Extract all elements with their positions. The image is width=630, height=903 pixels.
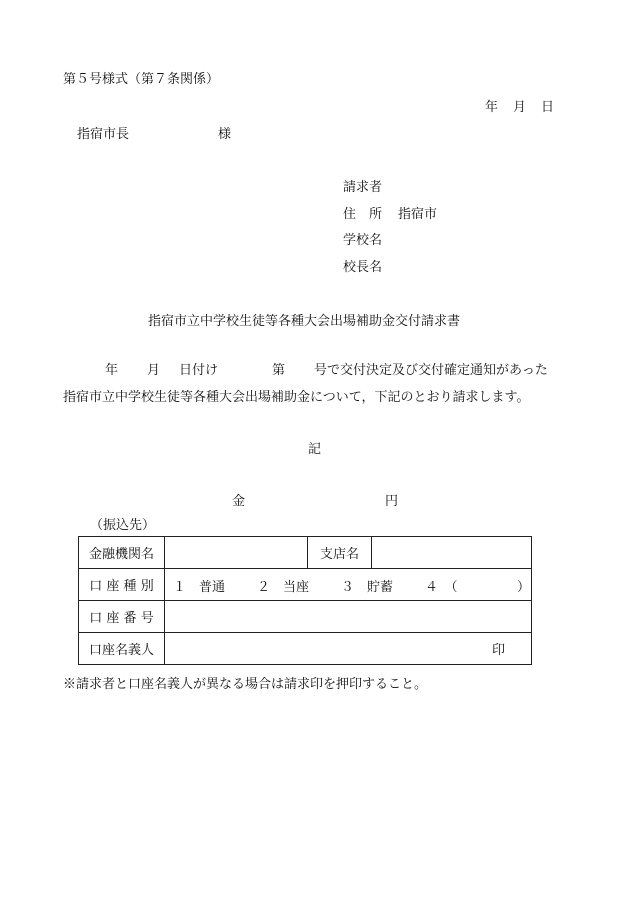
- account-number-label: 口 座 番 号: [79, 601, 165, 633]
- branch-label: 支店名: [308, 537, 372, 569]
- body-dai-label: 第: [272, 363, 286, 378]
- table-row-account-holder: [79, 633, 532, 665]
- date-day-label: 日: [541, 100, 555, 115]
- bank-account-table: [78, 536, 532, 665]
- ki-heading: 記: [308, 442, 322, 457]
- account-type-option-ordinary[interactable]: １ 普通: [173, 580, 226, 595]
- requester-principal-label: 校長名: [343, 260, 383, 275]
- date-month-label: 月: [513, 100, 527, 115]
- account-holder-label: 口座名義人: [79, 633, 165, 665]
- account-type-other-close-paren: ）: [517, 580, 531, 595]
- document-title: 指宿市立中学校生徒等各種大会出場補助金交付請求書: [148, 314, 461, 329]
- account-type-option-other[interactable]: ４ （: [425, 580, 458, 595]
- requester-heading: 請求者: [343, 180, 383, 195]
- addressee-name: 指宿市長: [77, 127, 130, 142]
- bank-name-field[interactable]: [165, 537, 308, 569]
- addressee-honorific: 様: [218, 127, 232, 142]
- body-line2: 指宿市立中学校生徒等各種大会出場補助金について，下記のとおり請求します。: [63, 390, 530, 405]
- bank-name-label: 金融機関名: [79, 537, 165, 569]
- form-number: 第５号様式（第７条関係）: [63, 72, 220, 87]
- table-row-account-type: [79, 569, 532, 601]
- requester-school-label: 学校名: [343, 233, 383, 248]
- account-holder-field[interactable]: [165, 633, 532, 665]
- amount-yen-label: 円: [385, 494, 399, 509]
- account-type-options[interactable]: [165, 569, 532, 601]
- branch-field[interactable]: [372, 537, 532, 569]
- date-year-label: 年: [485, 100, 499, 115]
- body-month-label: 月: [147, 363, 161, 378]
- amount-kin-label: 金: [232, 494, 246, 509]
- footnote: ※請求者と口座名義人が異なる場合は請求印を押印すること。: [63, 677, 428, 692]
- seal-mark: 印: [491, 643, 505, 658]
- requester-address-value: 指宿市: [398, 207, 438, 222]
- table-row-account-number: [79, 601, 532, 633]
- transfer-label: （振込先）: [90, 518, 156, 533]
- account-type-option-savings[interactable]: ３ 貯蓄: [341, 580, 394, 595]
- table-row-bank: [79, 537, 532, 569]
- account-type-option-current[interactable]: ２ 当座: [257, 580, 310, 595]
- body-dated-label: 日付け: [179, 363, 219, 378]
- account-number-field[interactable]: [165, 601, 532, 633]
- account-type-label: 口 座 種 別: [79, 569, 165, 601]
- body-line1-rest: 号で交付決定及び交付確定通知があった: [314, 363, 548, 378]
- requester-address-label: 住 所: [343, 207, 383, 222]
- body-year-label: 年: [105, 363, 119, 378]
